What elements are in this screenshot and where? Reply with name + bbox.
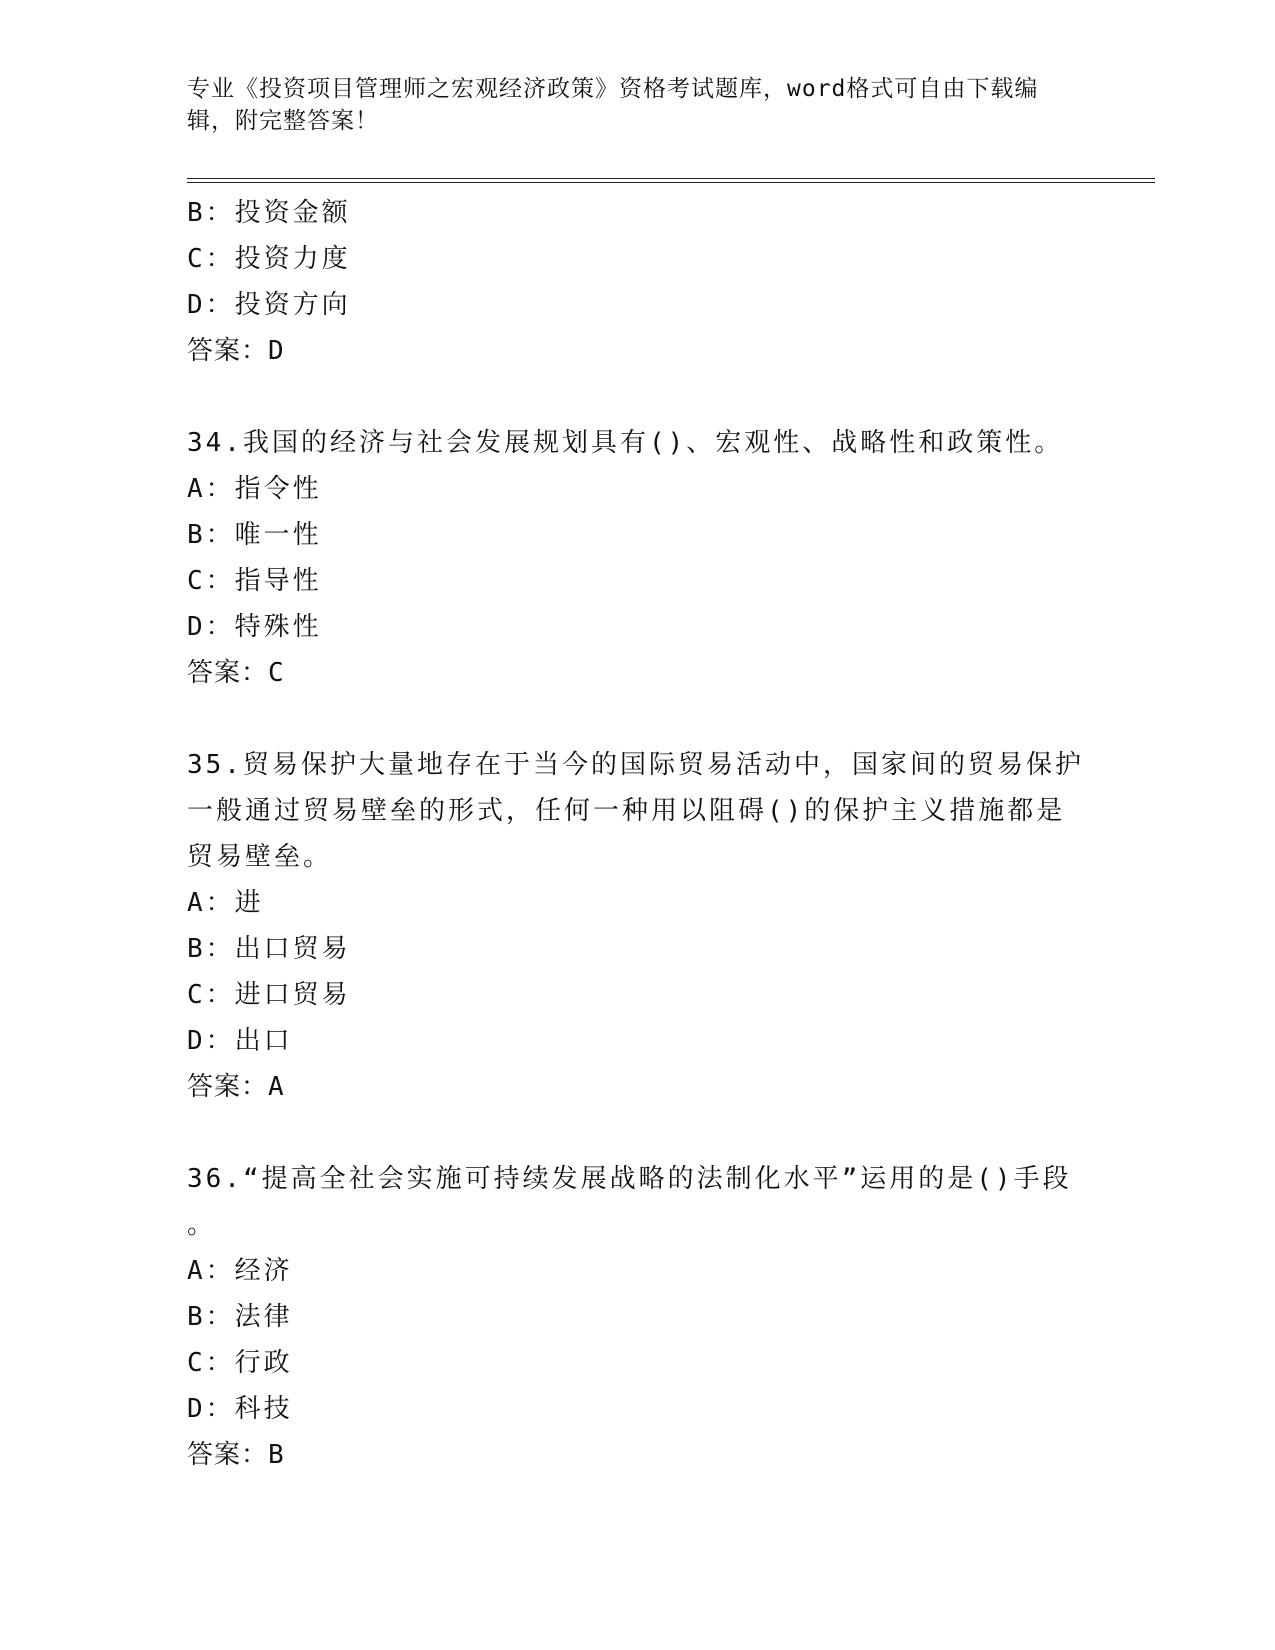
answer: 答案：B: [187, 1440, 285, 1470]
option-b: B：法律: [187, 1302, 293, 1332]
question-text-line-3: 贸易壁垒。: [187, 842, 333, 872]
question-35: [187, 742, 1087, 1110]
option-d: D：科技: [187, 1394, 293, 1424]
option-d: D：特殊性: [187, 612, 322, 642]
header-divider-bottom: [187, 182, 1155, 183]
option-c: C：投资力度: [187, 244, 351, 274]
option-b: B：唯一性: [187, 520, 322, 550]
option-c: C：行政: [187, 1348, 293, 1378]
question-33-continued: [187, 190, 1087, 374]
option-b: B：出口贸易: [187, 934, 351, 964]
header-line-1: 专业《投资项目管理师之宏观经济政策》资格考试题库，word格式可自由下载编: [187, 76, 1039, 102]
option-b: B：投资金额: [187, 198, 351, 228]
question-34: [187, 420, 1087, 696]
option-d: D：出口: [187, 1026, 293, 1056]
option-a: A：指令性: [187, 474, 322, 504]
question-text-line-2: 一般通过贸易壁垒的形式，任何一种用以阻碍()的保护主义措施都是: [187, 796, 1066, 826]
option-a: A：进: [187, 888, 264, 918]
option-d: D：投资方向: [187, 290, 351, 320]
question-text-line-2: 。: [187, 1210, 217, 1240]
question-list: [187, 190, 1087, 1478]
question-text: 34.我国的经济与社会发展规划具有()、宏观性、战略性和政策性。: [187, 428, 1064, 458]
answer: 答案：D: [187, 336, 285, 366]
option-a: A：经济: [187, 1256, 293, 1286]
header-divider-top: [187, 178, 1155, 179]
document-header: [187, 73, 1067, 137]
question-text-line-1: 35.贸易保护大量地存在于当今的国际贸易活动中，国家间的贸易保护: [187, 750, 1084, 780]
option-c: C：进口贸易: [187, 980, 351, 1010]
question-text-line-1: 36.“提高全社会实施可持续发展战略的法制化水平”运用的是()手段: [187, 1164, 1072, 1194]
header-line-2: 辑，附完整答案！: [187, 108, 379, 134]
option-c: C：指导性: [187, 566, 322, 596]
question-36: [187, 1156, 1087, 1478]
answer: 答案：A: [187, 1072, 285, 1102]
answer: 答案：C: [187, 658, 285, 688]
